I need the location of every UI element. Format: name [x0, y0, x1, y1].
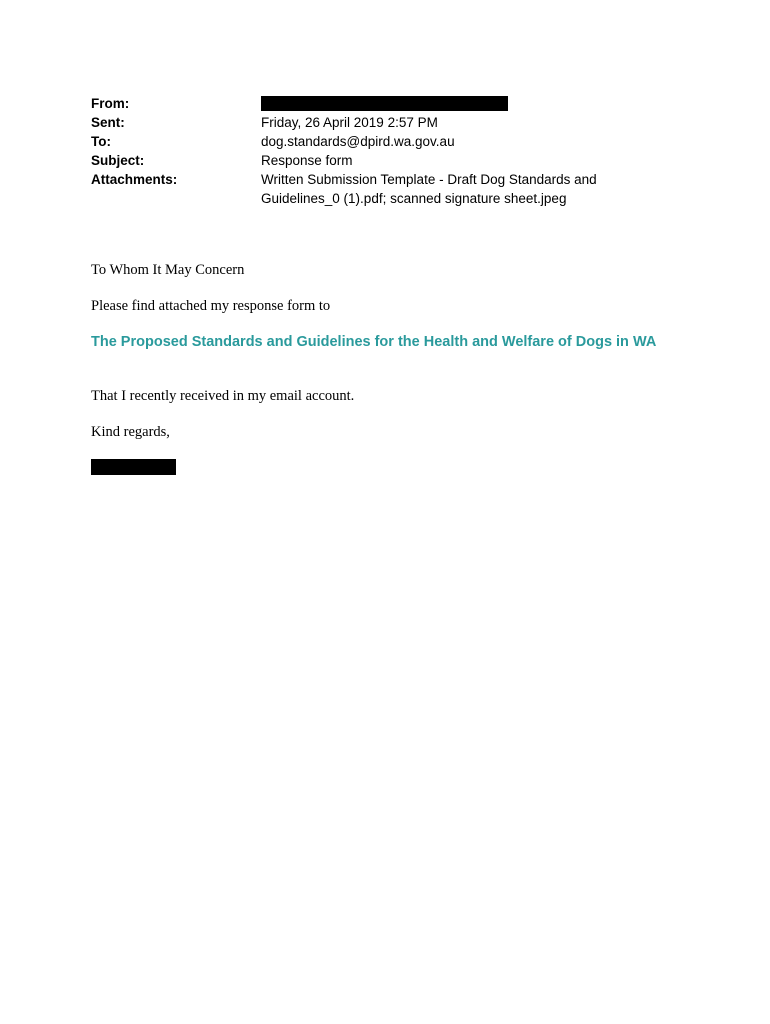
from-redaction-bar: [261, 96, 508, 111]
from-label: From:: [91, 96, 130, 111]
sent-value: Friday, 26 April 2019 2:57 PM: [261, 115, 438, 130]
email-header: [91, 94, 711, 208]
to-label: To:: [91, 134, 111, 149]
to-value: dog.standards@dpird.wa.gov.au: [261, 134, 455, 149]
closing-text: Kind regards,: [91, 424, 170, 440]
sent-label: Sent:: [91, 115, 125, 130]
subject-row: [91, 151, 711, 170]
subject-value: Response form: [261, 153, 353, 168]
greeting-text: To Whom It May Concern: [91, 262, 245, 278]
intro-text: Please find attached my response form to: [91, 298, 331, 314]
attachments-value: Written Submission Template - Draft Dog Standards and Guidelines_0 (1).pdf; scanned signature sheet.jpeg: [261, 172, 597, 206]
from-row: [91, 94, 711, 113]
attachments-label: Attachments:: [91, 172, 178, 187]
sent-row: [91, 113, 711, 132]
subject-label: Subject:: [91, 153, 145, 168]
received-text: That I recently received in my email account.: [91, 388, 355, 404]
attachments-row: [91, 170, 711, 208]
signature-redaction-bar: [91, 459, 176, 475]
document-heading: The Proposed Standards and Guidelines for the Health and Welfare of Dogs in WA: [91, 334, 657, 350]
to-row: [91, 132, 711, 151]
